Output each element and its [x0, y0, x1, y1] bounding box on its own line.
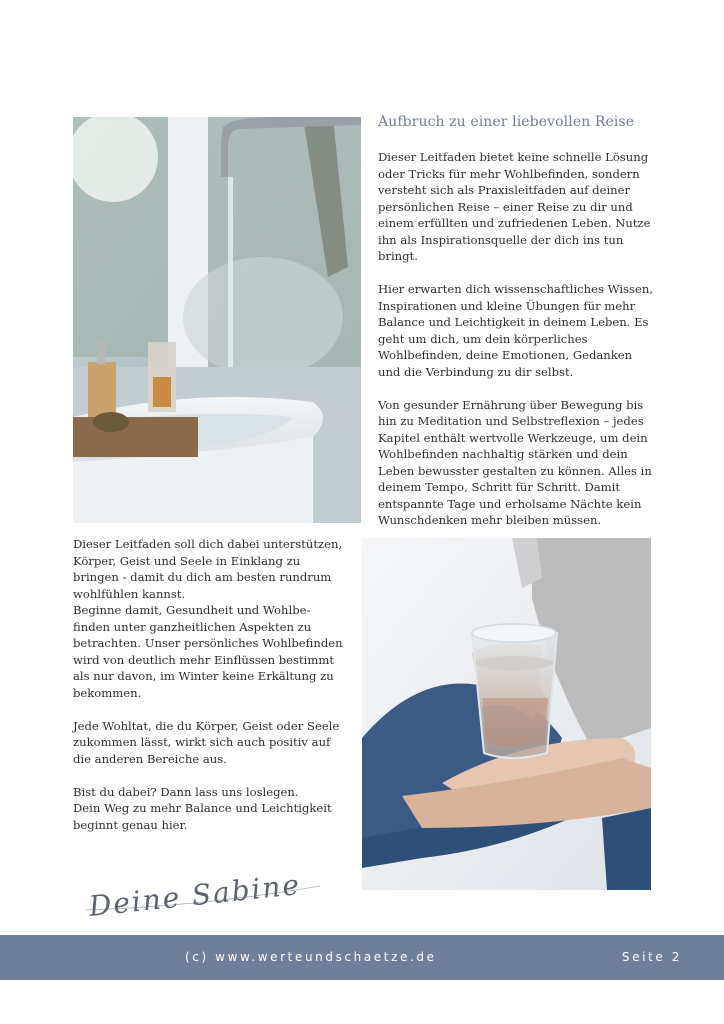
text-line: Kapitel enthält wertvolle Werkzeuge, um dein	[378, 430, 648, 445]
text-line: entspannte Tage und erholsame Nächte kein	[378, 496, 642, 511]
bathtub-photo	[73, 117, 361, 523]
text-line: Wohlbefinden, deine Emotionen, Gedanken	[378, 348, 633, 362]
text-line: wohlfühlen kannst.	[73, 586, 186, 601]
text-line: Dieser Leitfaden bietet keine schnelle Lösung	[378, 150, 649, 164]
text-line: Dein Weg zu mehr Balance und Leichtigkeit	[73, 801, 332, 815]
water-glass-photo	[362, 538, 651, 890]
text-line: bringt.	[378, 249, 418, 263]
text-line: Körper, Geist und Seele in Einklang zu	[73, 553, 301, 568]
paragraph	[378, 281, 658, 380]
text-line: ihn als Inspirationsquelle der dich ins tun	[378, 232, 624, 247]
text-line: Wunschdenken mehr bleiben müssen.	[378, 513, 602, 527]
text-line: betrachten. Unser persönliches Wohlbefinden	[73, 636, 343, 650]
text-line: Bist du dabei? Dann lass uns loslegen.	[73, 784, 299, 799]
text-line: Dieser Leitfaden soll dich dabei unterstützen,	[73, 537, 343, 551]
text-line: einem erfüllten und zufriedenen Leben. Nutze	[378, 216, 651, 230]
text-line: Inspirationen und kleine Übungen für mehr	[378, 298, 636, 313]
text-line: bekommen.	[73, 685, 142, 700]
text-line: beginnt genau hier.	[73, 817, 188, 832]
page-number: Seite 2	[621, 950, 682, 964]
text-line: deinem Tempo, Schritt für Schritt. Damit	[378, 480, 621, 494]
paragraph	[73, 536, 348, 701]
page-footer	[0, 935, 724, 980]
intro-text-right	[378, 149, 658, 529]
text-line: oder Tricks für mehr Wohlbefinden, sondern	[378, 166, 640, 181]
text-line: Jede Wohltat, die du Körper, Geist oder Seele	[73, 718, 340, 733]
paragraph	[378, 397, 658, 529]
text-line: die anderen Bereiche aus.	[73, 751, 227, 766]
text-line: finden unter ganzheitlichen Aspekten zu	[73, 619, 312, 634]
paragraph	[73, 718, 348, 768]
text-line: Von gesunder Ernährung über Bewegung bis	[378, 397, 644, 412]
section-heading: Aufbruch zu einer liebevollen Reise	[378, 114, 635, 130]
text-line: persönlichen Reise – einer Reise zu dir und	[378, 199, 633, 214]
text-line: Wohlbefinden nachhaltig stärken und dein	[378, 447, 628, 461]
signature	[84, 866, 324, 916]
text-line: zukommen lässt, wirkt sich auch positiv auf	[73, 735, 331, 749]
text-line: hin zu Meditation und Selbstreflexion – jedes	[378, 414, 644, 428]
signature-text: Deine Sabine	[87, 867, 303, 916]
text-line: Hier erwarten dich wissenschaftliches Wissen,	[378, 282, 653, 296]
text-line: versteht sich als Praxisleitfaden auf deiner	[378, 183, 631, 197]
footer-website-link[interactable]: (c) www.werteundschaetze.de	[185, 950, 437, 964]
paragraph	[73, 784, 348, 834]
text-line: und die Verbindung zu dir selbst.	[378, 364, 574, 379]
paragraph	[378, 149, 658, 265]
text-line: Beginne damit, Gesundheit und Wohlbe-	[73, 603, 311, 617]
text-line: wird von deutlich mehr Einflüssen bestimmt	[73, 652, 334, 667]
intro-text-left	[73, 536, 348, 833]
text-line: als nur davon, im Winter keine Erkältung zu	[73, 669, 334, 683]
text-line: Balance und Leichtigkeit in deinem Leben. Es	[378, 315, 649, 329]
text-line: geht um dich, um dein körperliches	[378, 331, 588, 346]
text-line: Leben bewusster gestalten zu können. Alles in	[378, 463, 652, 478]
text-line: bringen - damit du dich am besten rundrum	[73, 570, 332, 584]
